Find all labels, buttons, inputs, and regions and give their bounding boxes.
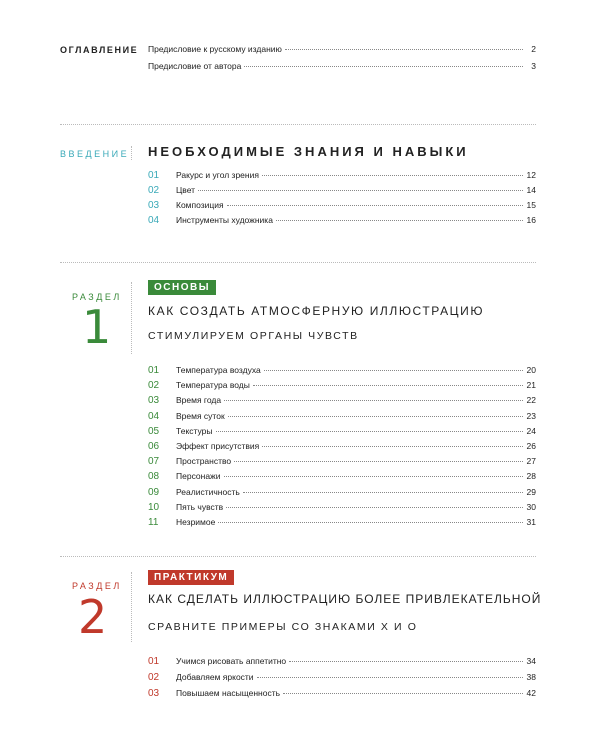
section-word: РАЗДЕЛ bbox=[72, 581, 122, 591]
toc-title: Учимся рисовать аппетитно bbox=[176, 656, 287, 666]
toc-number: 02 bbox=[148, 380, 160, 392]
leader-dots bbox=[234, 461, 523, 462]
section-number: 2 bbox=[78, 590, 108, 644]
toc-row[interactable] bbox=[148, 656, 536, 667]
toc-page: 24 bbox=[526, 425, 536, 436]
leader-dots bbox=[283, 693, 523, 694]
toc-title: Текстуры bbox=[176, 425, 213, 436]
toc-title: Предисловие к русскому изданию bbox=[148, 44, 282, 54]
leader-dots bbox=[262, 175, 523, 176]
intro-heading: НЕОБХОДИМЫЕ ЗНАНИЯ И НАВЫКИ bbox=[148, 144, 469, 159]
leader-dots bbox=[253, 385, 523, 386]
contents-label: ОГЛАВЛЕНИЕ bbox=[60, 45, 139, 55]
section-subheading: СТИМУЛИРУЕМ ОРГАНЫ ЧУВСТВ bbox=[148, 330, 359, 342]
toc-row[interactable] bbox=[148, 517, 536, 528]
toc-title: Реалистичность bbox=[176, 486, 240, 497]
toc-title: Время суток bbox=[176, 410, 225, 421]
toc-title: Пространство bbox=[176, 456, 232, 467]
toc-row[interactable] bbox=[148, 200, 536, 211]
toc-page: 2 bbox=[531, 44, 536, 54]
leader-dots bbox=[227, 205, 523, 206]
toc-page: 15 bbox=[526, 200, 536, 210]
separator bbox=[60, 262, 536, 263]
toc-page: 29 bbox=[526, 486, 536, 497]
toc-row[interactable] bbox=[148, 44, 536, 54]
toc-row[interactable] bbox=[148, 441, 536, 452]
toc-row[interactable] bbox=[148, 471, 536, 482]
leader-dots bbox=[264, 370, 523, 371]
divider bbox=[131, 146, 132, 160]
toc-number: 02 bbox=[148, 672, 160, 683]
toc-title: Ракурс и угол зрения bbox=[176, 170, 259, 180]
toc-number: 03 bbox=[148, 395, 160, 407]
section-subheading: СРАВНИТЕ ПРИМЕРЫ СО ЗНАКАМИ X И O bbox=[148, 621, 418, 633]
toc-number: 07 bbox=[148, 456, 160, 468]
toc-row[interactable] bbox=[148, 411, 536, 422]
toc-number: 01 bbox=[148, 170, 160, 181]
toc-number: 02 bbox=[148, 185, 160, 196]
divider bbox=[131, 282, 132, 354]
toc-number: 10 bbox=[148, 501, 160, 513]
toc-row[interactable] bbox=[148, 61, 536, 71]
toc-page: 21 bbox=[526, 380, 536, 391]
toc-number: 06 bbox=[148, 441, 160, 452]
leader-dots bbox=[285, 49, 523, 50]
separator bbox=[60, 556, 536, 557]
toc-row[interactable] bbox=[148, 215, 536, 226]
toc-page: 23 bbox=[526, 410, 536, 421]
leader-dots bbox=[198, 190, 523, 191]
section-badge: ПРАКТИКУМ bbox=[148, 570, 234, 585]
toc-title: Незримое bbox=[176, 517, 216, 527]
leader-dots bbox=[216, 431, 524, 432]
toc-page: 42 bbox=[526, 688, 536, 698]
leader-dots bbox=[243, 492, 523, 493]
leader-dots bbox=[257, 677, 523, 678]
toc-page: 28 bbox=[526, 471, 536, 482]
toc-number: 09 bbox=[148, 486, 160, 498]
toc-page: 20 bbox=[526, 365, 536, 375]
toc-page: 3 bbox=[531, 61, 536, 71]
toc-row[interactable] bbox=[148, 395, 536, 406]
toc-number: 01 bbox=[148, 365, 160, 376]
toc-title: Композиция bbox=[176, 200, 224, 210]
toc-number: 03 bbox=[148, 200, 160, 211]
leader-dots bbox=[244, 66, 523, 67]
toc-row[interactable] bbox=[148, 456, 536, 467]
toc-title: Предисловие от автора bbox=[148, 61, 242, 71]
toc-number: 01 bbox=[148, 656, 160, 667]
leader-dots bbox=[262, 446, 523, 447]
divider bbox=[131, 572, 132, 642]
section-heading: КАК СДЕЛАТЬ ИЛЛЮСТРАЦИЮ БОЛЕЕ ПРИВЛЕКАТЕЛЬНОЙ bbox=[148, 592, 542, 606]
toc-title: Персонажи bbox=[176, 471, 221, 482]
toc-row[interactable] bbox=[148, 502, 536, 513]
leader-dots bbox=[218, 522, 523, 523]
toc-row[interactable] bbox=[148, 487, 536, 498]
toc-title: Добавляем яркости bbox=[176, 672, 254, 682]
section-badge: ОСНОВЫ bbox=[148, 280, 216, 295]
toc-title: Время года bbox=[176, 395, 222, 406]
separator bbox=[60, 124, 536, 125]
toc-page: 22 bbox=[526, 395, 536, 406]
toc-number: 05 bbox=[148, 425, 160, 437]
toc-title: Инструменты художника bbox=[176, 215, 273, 225]
toc-page: 38 bbox=[526, 672, 536, 682]
section-heading: КАК СОЗДАТЬ АТМОСФЕРНУЮ ИЛЛЮСТРАЦИЮ bbox=[148, 304, 485, 318]
toc-number: 03 bbox=[148, 688, 160, 699]
toc-row[interactable] bbox=[148, 185, 536, 196]
toc-page: 26 bbox=[526, 441, 536, 451]
toc-title: Температура воды bbox=[176, 380, 250, 391]
toc-row[interactable] bbox=[148, 380, 536, 391]
toc-page: 16 bbox=[526, 215, 536, 225]
toc-row[interactable] bbox=[148, 365, 536, 376]
toc-row[interactable] bbox=[148, 426, 536, 437]
toc-row[interactable] bbox=[148, 170, 536, 181]
leader-dots bbox=[228, 416, 523, 417]
intro-label: ВВЕДЕНИЕ bbox=[60, 149, 130, 159]
toc-title: Пять чувств bbox=[176, 501, 224, 512]
toc-page: 34 bbox=[526, 656, 536, 666]
toc-title: Повышаем насыщенность bbox=[176, 688, 281, 698]
toc-page: 30 bbox=[526, 501, 536, 512]
toc-page: 31 bbox=[526, 517, 536, 527]
section-word: РАЗДЕЛ bbox=[72, 292, 122, 302]
toc-title: Температура воздуха bbox=[176, 365, 261, 375]
leader-dots bbox=[289, 661, 523, 662]
leader-dots bbox=[276, 220, 523, 221]
toc-page: 14 bbox=[526, 185, 536, 195]
leader-dots bbox=[224, 476, 524, 477]
section-number: 1 bbox=[82, 300, 112, 354]
toc-title: Цвет bbox=[176, 185, 196, 195]
toc-row[interactable] bbox=[148, 672, 536, 683]
toc-number: 04 bbox=[148, 215, 160, 226]
leader-dots bbox=[224, 400, 523, 401]
toc-page: 12 bbox=[526, 170, 536, 180]
toc-page: 27 bbox=[526, 456, 536, 467]
toc-number: 08 bbox=[148, 471, 160, 483]
toc-number: 04 bbox=[148, 410, 160, 422]
toc-title: Эффект присутствия bbox=[176, 441, 260, 451]
toc-number: 11 bbox=[148, 517, 159, 528]
leader-dots bbox=[226, 507, 523, 508]
toc-row[interactable] bbox=[148, 688, 536, 699]
